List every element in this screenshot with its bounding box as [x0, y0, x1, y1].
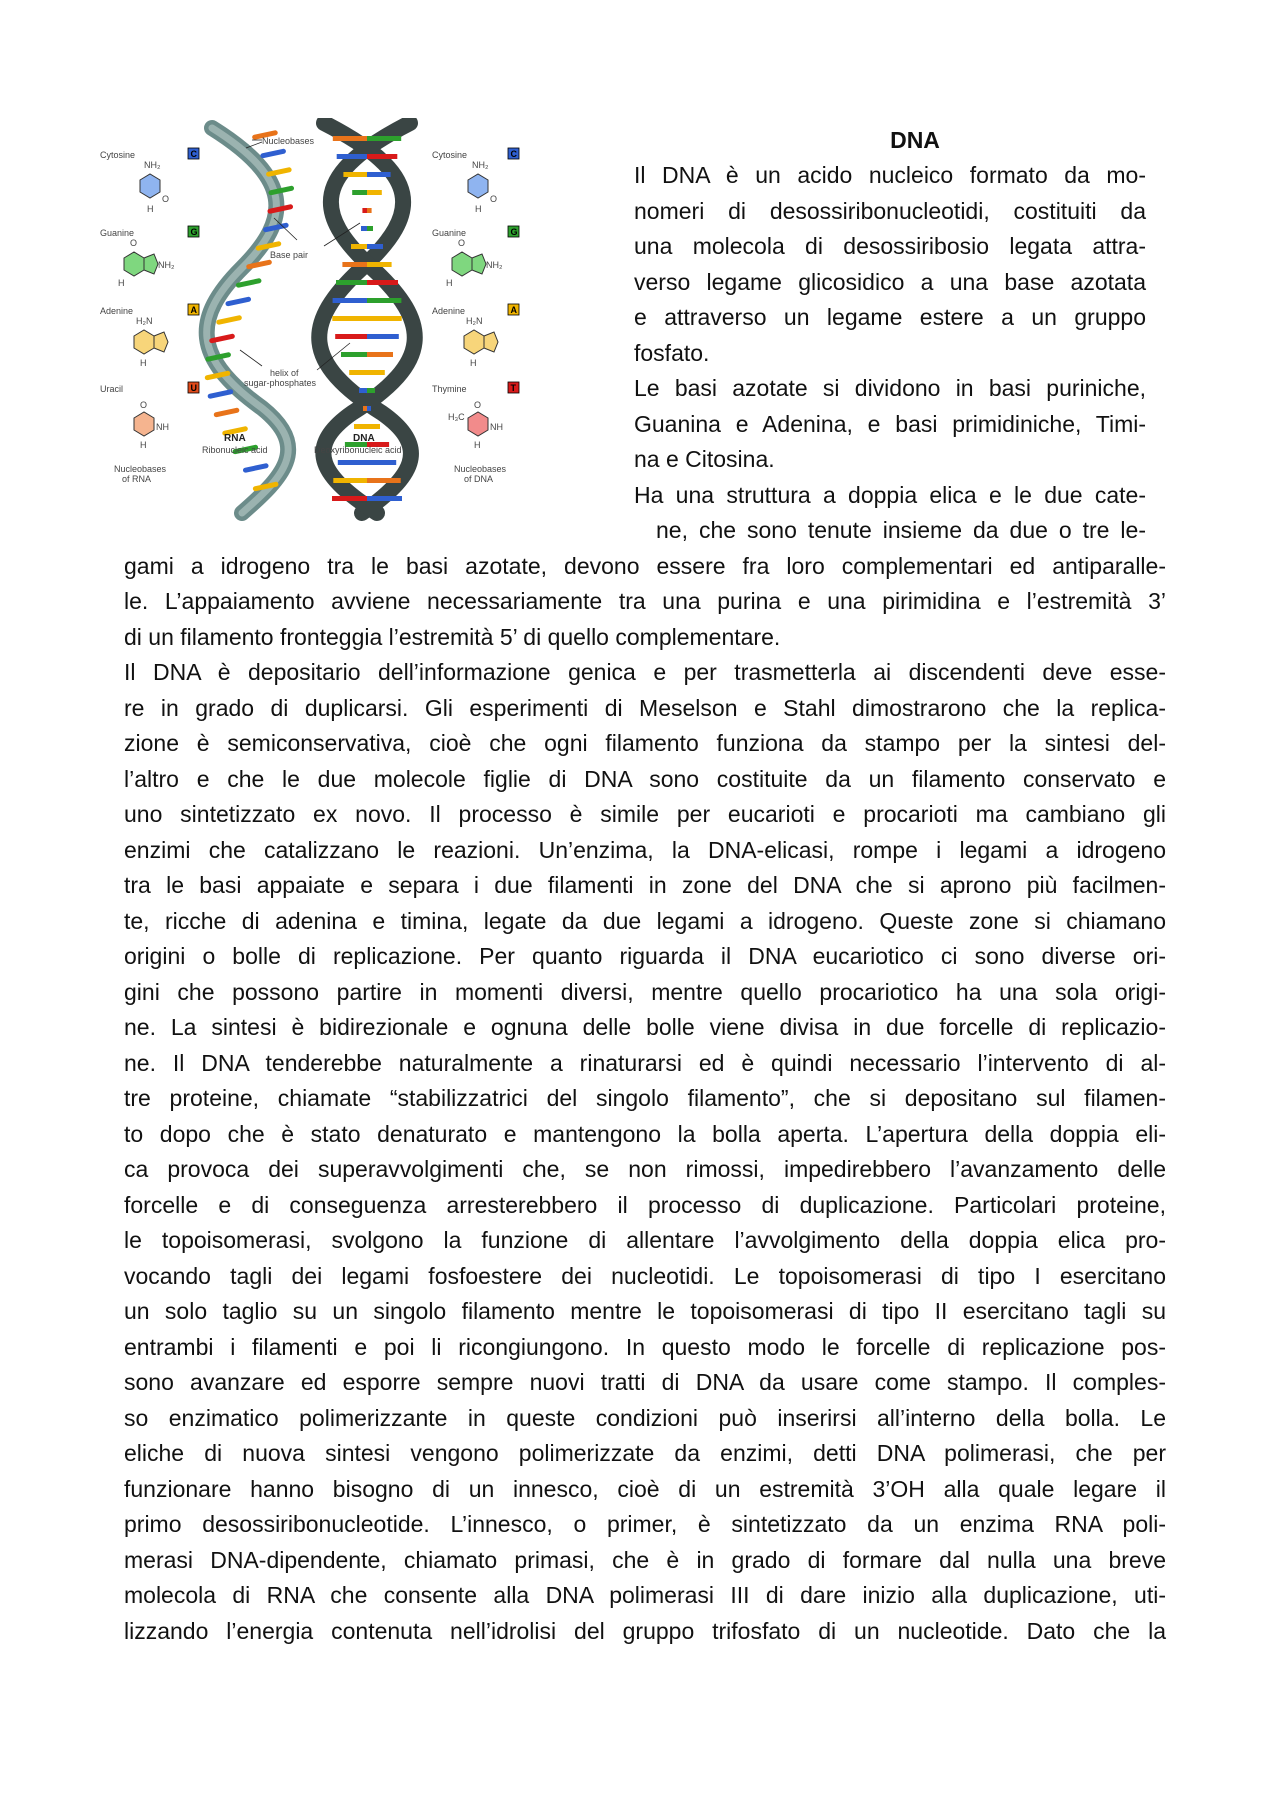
dna-bases-column — [432, 148, 519, 484]
svg-text:H: H — [140, 440, 147, 450]
dna-base-segment — [367, 478, 401, 483]
svg-text:C: C — [190, 149, 197, 159]
dna-base-segment — [367, 334, 399, 339]
nucleobases-label: Nucleobases — [262, 136, 315, 146]
body-line: funzionare hanno bisogno di un innesco, cioè di un estremità 3’OH alla quale legare il — [124, 1475, 1166, 1502]
body-line: tra le basi appaiate e separa i due filamenti in zone del DNA che si aprono più facilmen- — [124, 872, 1166, 898]
dna-base-segment — [367, 406, 371, 411]
body-line: enzimi che catalizzano le reazioni. Un’enzima, la DNA-elicasi, rompe i legami a idrogeno — [124, 836, 1166, 863]
guanine-molecule-icon — [118, 238, 175, 288]
dna-base-segment — [337, 154, 367, 159]
dna-base-segment — [338, 460, 367, 465]
svg-text:H: H — [475, 204, 482, 214]
dna-base-segment — [362, 208, 367, 213]
body-line: primo desossiribonucleotide. L’innesco, o primer, è sintetizzato da un enzima RNA poli- — [124, 1511, 1166, 1537]
dna-base-segment — [367, 154, 397, 159]
body-line: re in grado di duplicarsi. Gli esperimenti di Meselson e Stahl dimostrarono che la replica- — [124, 694, 1166, 721]
dna-base-segment — [359, 388, 367, 393]
dna-base-badge-g — [508, 226, 519, 237]
rna-base-segment — [225, 296, 251, 306]
dna-base-badge-c — [508, 148, 519, 159]
svg-text:H₃C: H₃C — [448, 412, 465, 422]
rna-base-segment — [216, 315, 242, 325]
page-title: DNA — [890, 127, 940, 153]
dna-base-segment — [333, 298, 367, 303]
svg-text:H: H — [446, 278, 453, 288]
rna-subtitle: Ribonucleic acid — [202, 445, 268, 455]
rna-base-badge-u — [188, 382, 199, 393]
dna-base-segment — [367, 298, 401, 303]
dna-base-segment — [352, 190, 367, 195]
side-line: una molecola di desossiribosio legata attra- — [634, 233, 1146, 259]
dna-header: DNA — [353, 433, 375, 444]
dna-base-segment — [349, 370, 367, 375]
rna-bases-column — [100, 148, 199, 484]
svg-text:H: H — [147, 204, 154, 214]
body-line: te, ricche di adenina e timina, legate da due legami a idrogeno. Queste zone si chiamano — [124, 907, 1166, 934]
rna-base-name-0: Cytosine — [100, 150, 136, 160]
dna-base-segment — [367, 244, 383, 249]
body-line: tre proteine, chiamate “stabilizzatrici del singolo filamento”, che si depositano sul filamen- — [124, 1085, 1166, 1111]
body-line: gini che possono partire in momenti diversi, mentre quello procariotico ha una sola origi- — [124, 978, 1166, 1005]
dna-base-segment — [332, 496, 367, 501]
dna-base-segment — [367, 460, 396, 465]
body-line: sono avanzare ed esporre sempre nuovi tratti di DNA da usare come stampo. Il comples- — [124, 1369, 1166, 1395]
svg-text:O: O — [474, 400, 482, 410]
helix-label-2: sugar-phosphates — [244, 378, 317, 388]
side-line: fosfato. — [634, 339, 710, 366]
side-line: nomeri di desossiribonucleotidi, costituiti da — [634, 197, 1146, 224]
svg-text:H: H — [140, 358, 147, 368]
svg-text:O: O — [130, 238, 138, 248]
body-line: forcelle e di conseguenza arresterebbero il processo di duplicazione. Particolari proteine, — [124, 1191, 1166, 1218]
dna-base-segment — [343, 172, 367, 177]
dna-base-segment — [333, 136, 367, 141]
body-line: lizzando l’energia contenuta nell’idrolisi del gruppo trifosfato di un nucleotide. Dato che la — [124, 1617, 1166, 1644]
dna-base-segment — [367, 496, 402, 501]
body-line: un solo taglio su un singolo filamento mentre le topoisomerasi di tipo II esercitano tagli su — [124, 1298, 1166, 1324]
side-line: Le basi azotate si dividono in basi puriniche, — [634, 375, 1146, 401]
svg-text:NH₂: NH₂ — [472, 160, 489, 170]
dna-base-segment — [332, 316, 367, 321]
dna-base-segment — [335, 334, 367, 339]
body-line: Il DNA è depositario dell’informazione genica e per trasmetterla ai discendenti deve esse- — [124, 659, 1166, 685]
dna-base-segment — [342, 262, 367, 267]
svg-text:NH: NH — [490, 422, 503, 432]
cytosine-molecule-icon — [140, 160, 169, 214]
body-line: ca provoca dei superavvolgimenti che, se non rimossi, impedirebbero l’avanzamento delle — [124, 1156, 1166, 1182]
rna-base-name-2: Adenine — [100, 306, 134, 316]
dna-base-name-0: Cytosine — [432, 150, 468, 160]
thymine-molecule-icon — [448, 400, 503, 450]
dna-base-segment — [333, 478, 367, 483]
svg-text:NH₂: NH₂ — [144, 160, 161, 170]
svg-text:A: A — [510, 305, 517, 315]
side-line: e attraverso un legame estere a un gruppo — [634, 304, 1146, 330]
svg-text:NH₂: NH₂ — [158, 260, 175, 270]
dna-bases-caption: Nucleobases — [454, 464, 507, 474]
svg-text:C: C — [510, 149, 517, 159]
svg-text:G: G — [190, 227, 198, 237]
body-line: ne. La sintesi è bidirezionale e ognuna delle bolle viene divisa in due forcelle di replicazio- — [124, 1014, 1166, 1040]
body-line: origini o bolle di replicazione. Per quanto riguarda il DNA eucariotico ci sono diverse ori- — [124, 943, 1166, 969]
svg-text:H₂N: H₂N — [466, 316, 483, 326]
svg-text:H: H — [474, 440, 481, 450]
side-line: verso legame glicosidico a una base azotata — [634, 268, 1146, 295]
adenine-molecule-icon-dna — [464, 316, 498, 368]
dna-subtitle: Deoxyribonucleic acid — [314, 445, 402, 455]
dna-base-name-2: Adenine — [432, 306, 466, 316]
side-line: ne, che sono tenute insieme da due o tre le- — [656, 517, 1146, 543]
body-line: di un filamento fronteggia l’estremità 5’ di quello complementare. — [124, 623, 781, 650]
rna-base-segment — [243, 463, 269, 473]
dna-base-segment — [367, 280, 398, 285]
body-line: molecola di RNA che consente alla DNA polimerasi III di dare inizio alla duplicazione, uti- — [124, 1582, 1166, 1608]
guanine-molecule-icon-dna — [446, 238, 503, 288]
dna-base-segment — [367, 352, 393, 357]
rna-dna-diagram — [92, 118, 617, 543]
dna-base-badge-a — [508, 304, 519, 315]
svg-text:G: G — [510, 227, 518, 237]
body-line: vocando tagli dei legami fosfoestere dei nucleotidi. Le topoisomerasi di tipo I esercitano — [124, 1262, 1166, 1289]
svg-text:H: H — [118, 278, 125, 288]
rna-base-segment — [207, 389, 233, 399]
rna-bases-caption: Nucleobases — [114, 464, 167, 474]
side-line: Ha una struttura a doppia elica e le due cate- — [634, 481, 1146, 508]
body-line: zione è semiconservativa, cioè che ogni filamento funziona da stampo per la sintesi del- — [124, 730, 1166, 756]
side-line: Il DNA è un acido nucleico formato da mo- — [634, 162, 1146, 188]
svg-text:O: O — [490, 194, 498, 204]
dna-base-segment — [336, 280, 367, 285]
body-line: le. L’appaiamento avviene necessariamente tra una purina e una pirimidina e l’estremità 3’ — [124, 588, 1166, 614]
helix-label-1: helix of — [270, 368, 299, 378]
svg-text:NH₂: NH₂ — [486, 260, 503, 270]
body-line: to dopo che è stato denaturato e mantengono la bolla aperta. L’apertura della doppia eli- — [124, 1120, 1166, 1147]
rna-base-badge-c — [188, 148, 199, 159]
rna-base-badge-a — [188, 304, 199, 315]
dna-base-segment — [367, 208, 372, 213]
dna-base-segment — [367, 424, 380, 429]
body-line: ne. Il DNA tenderebbe naturalmente a rinaturarsi ed è quindi necessario l’intervento di al- — [124, 1049, 1166, 1076]
dna-base-segment — [363, 406, 367, 411]
adenine-molecule-icon — [134, 316, 168, 368]
svg-text:H: H — [470, 358, 477, 368]
rna-base-badge-g — [188, 226, 199, 237]
rna-base-segment — [213, 407, 239, 417]
cytosine-molecule-icon-dna — [468, 160, 497, 214]
dna-base-segment — [351, 244, 367, 249]
body-line: uno sintetizzato ex novo. Il processo è simile per eucarioti e procarioti ma cambiano gli — [124, 801, 1166, 827]
side-line: na e Citosina. — [634, 446, 775, 472]
rna-base-segment — [260, 148, 286, 158]
dna-base-segment — [367, 370, 385, 375]
dna-base-segment — [341, 352, 367, 357]
base-pair-label: Base pair — [270, 250, 309, 260]
dna-base-segment — [367, 316, 402, 321]
body-line: gami a idrogeno tra le basi azotate, devono essere fra loro complementari ed antiparalle- — [124, 552, 1166, 579]
dna-base-segment — [367, 172, 391, 177]
dna-base-segment — [354, 424, 367, 429]
body-line: entrambi i filamenti e poi li ricongiungono. In questo modo le forcelle di replicazione pos- — [124, 1333, 1166, 1360]
dna-base-segment — [361, 226, 367, 231]
dna-base-badge-t — [508, 382, 519, 393]
dna-base-segment — [367, 190, 382, 195]
rna-dna-figure — [92, 118, 617, 543]
rna-base-name-1: Guanine — [100, 228, 135, 238]
dna-base-name-3: Thymine — [432, 384, 467, 394]
dna-bases-caption-2: of DNA — [464, 474, 494, 484]
rna-bases-caption-2: of RNA — [122, 474, 152, 484]
rna-helix — [204, 128, 294, 513]
svg-text:O: O — [458, 238, 466, 248]
rna-base-name-3: Uracil — [100, 384, 124, 394]
svg-text:O: O — [140, 400, 148, 410]
dna-base-segment — [367, 388, 375, 393]
dna-base-segment — [367, 136, 401, 141]
svg-text:H₂N: H₂N — [136, 316, 153, 326]
side-line: Guanina e Adenina, e basi primidiniche, Timi- — [634, 410, 1146, 437]
rna-header: RNA — [224, 433, 246, 444]
svg-text:O: O — [162, 194, 170, 204]
dna-base-segment — [367, 262, 392, 267]
dna-base-name-1: Guanine — [432, 228, 467, 238]
body-line: l’altro e che le due molecole figlie di DNA sono costituite da un filamento conservato e — [124, 765, 1166, 792]
uracil-molecule-icon — [134, 400, 169, 450]
svg-text:A: A — [190, 305, 197, 315]
svg-text:NH: NH — [156, 422, 169, 432]
body-line: merasi DNA-dipendente, chiamato primasi, che è in grado di formare dal nulla una breve — [124, 1546, 1166, 1573]
body-line: eliche di nuova sintesi vengono polimerizzate da enzimi, detti DNA polimerasi, che per — [124, 1440, 1166, 1466]
svg-text:T: T — [510, 383, 516, 393]
body-line: so enzimatico polimerizzante in queste condizioni può inserirsi all’interno della bolla. Le — [124, 1404, 1166, 1431]
svg-text:U: U — [190, 383, 197, 393]
body-line: le topoisomerasi, svolgono la funzione di allentare l’avvolgimento della doppia elica pro- — [124, 1227, 1166, 1253]
dna-base-segment — [367, 226, 373, 231]
